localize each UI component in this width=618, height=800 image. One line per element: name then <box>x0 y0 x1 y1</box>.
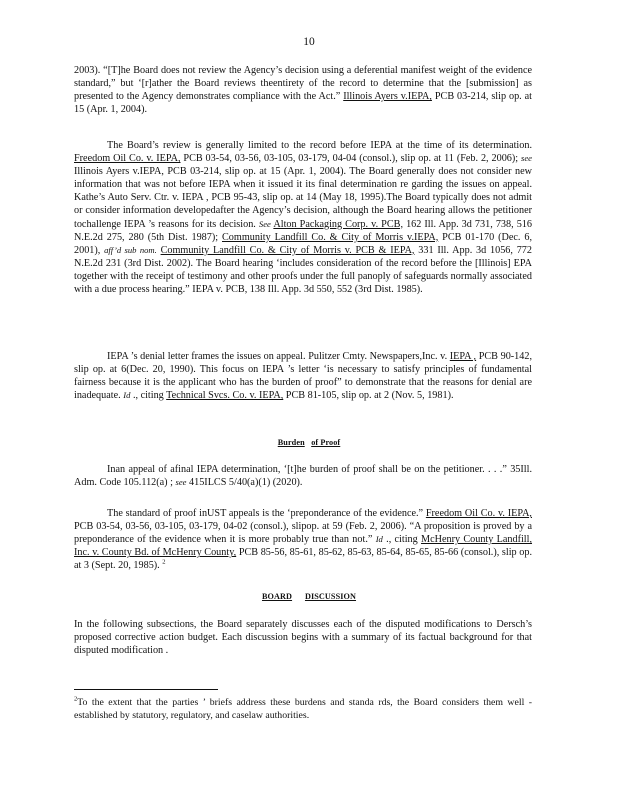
heading-word: DISCUSSION <box>304 592 357 601</box>
case-citation: McHenry County Landfill, Inc. v. County Bd. of McHenry County, <box>74 534 533 559</box>
case-citation: IEPA , <box>449 351 477 362</box>
text: PCB 03-54, 03-56, 03-105, 03-179, 04-04 (consol.), slip op. at 11 (Feb. 2, 2006); <box>180 153 522 165</box>
section-heading-board-discussion <box>0 592 618 601</box>
case-citation: Community Landfill Co. & City of Morris v.IEPA, <box>222 231 439 243</box>
heading-word: of Proof <box>311 438 341 447</box>
case-citation: Community Landfill Co. & City of Morris v. PCB & IEPA, <box>160 244 415 256</box>
text: ., citing <box>382 534 422 546</box>
case-citation: Technical Svcs. Co. v. IEPA, <box>166 390 284 402</box>
text: ., citing <box>130 390 167 402</box>
case-citation: Freedom Oil Co. v. IEPA, <box>74 153 181 165</box>
footnote-divider <box>74 689 218 690</box>
signal-see: See <box>258 218 271 229</box>
page-number: 10 <box>303 36 315 48</box>
footnote-text: To the extent that the parties ’ briefs address these burdens and standa rds, the Board considers them well -established by statutory, regulatory, and caselaw authorities. <box>74 697 532 721</box>
paragraph-burden-of-proof <box>74 463 532 489</box>
paragraph-discussion-intro <box>74 618 532 657</box>
signal-see: see <box>521 153 532 164</box>
text: PCB 03-214, slip op. at 15 (Apr. 1, 2004). <box>74 91 532 116</box>
heading-word: Burden <box>277 438 305 447</box>
section-heading-burden-of-proof <box>0 438 618 447</box>
text: 162 Ill. App. 3d 731, 738, 516 N.E.2d 275, 280 (5th Dist. 1987); <box>74 218 533 243</box>
footnote-2 <box>74 697 532 722</box>
text: PCB 85-56, 85-61, 85-62, 85-63, 85-64, 85-65, 85-66 (consol.), slip op. at 3 (Sept. 20, 1985). <box>74 547 532 572</box>
text: PCB 90-142, slip op. at 6(Dec. 20, 1990). This focus on IEPA ’s letter ‘is necessary to satisfy principles of fundamental fairness because it is the applicant who has the burden of proof” to demonstrate that the reasons for denial are inadequate. <box>74 351 533 402</box>
text: Illinois Ayers v.IEPA, PCB 03-214, slip op. at 15 (Apr. 1, 2004). The Board generally does not consider new information that was not before IEPA when it issued it its final determination re garding the issues on appeal. Kathe’s Auto Serv. Ctr. v. IEPA , PCB 95-43, slip op. at 14 (May 18, 1995).The Board typically does not admit or consider information developedafter the Agency’s decision, although the Board hearing allows the petitioner tochallenge IEPA ’s reasons for its decision. <box>74 166 532 230</box>
paragraph-denial-letter <box>74 350 532 402</box>
signal-id: Id <box>123 390 131 401</box>
text: PCB 81-105, slip op. at 2 (Nov. 5, 1981). <box>283 390 454 402</box>
heading-word: BOARD <box>261 592 293 601</box>
paragraph-standard-of-review <box>74 64 532 116</box>
text: IEPA ’s denial letter frames the issues on appeal. Pulitzer Cmty. Newspapers,Inc. v. <box>107 351 450 362</box>
paragraph-standard-of-proof <box>74 507 532 572</box>
text: Inan appeal of afinal IEPA determination, ‘[t]he burden of proof shall be on the petitioner. . . .” 35Ill. Adm. Code 105.112(a) ; <box>74 464 532 489</box>
signal-affd: aff’d sub nom. <box>104 244 157 255</box>
case-citation: Freedom Oil Co. v. IEPA, <box>425 508 532 519</box>
text: In the following subsections, the Board separately discusses each of the disputed modifications to Dersch’s proposed corrective action budget. Each discussion begins with a summary of its factual background for that disputed modification . <box>74 619 532 657</box>
text: 2003). “[T]he Board does not review the Agency’s decision using a deferential manifest weight of the evidence standard,” but ‘[r]ather the Board reviews theentirety of the record to determine that the [submission] as presented to the Agency demonstrates compliance with the Act.” <box>74 65 532 103</box>
paragraph-record-review <box>74 139 532 296</box>
footnote-reference[interactable]: 2 <box>162 558 166 566</box>
case-citation: Illinois Ayers v.IEPA, <box>343 91 432 103</box>
text: PCB 01-170 (Dec. 6, 2001), <box>74 231 532 256</box>
text: The Board’s review is generally limited to the record before IEPA at the time of its determination. <box>107 140 532 151</box>
text: The standard of proof inUST appeals is the ‘preponderance of the evidence.” <box>107 508 426 519</box>
text: 331 Ill. App. 3d 1056, 772 N.E.2d 231 (3rd Dist. 2002). The Board hearing ‘includes consideration of the record before the [Illinois] EPA together with the receipt of testimony and other proofs under the full panoply of safeguards normally associated with a due process hearing.” IEPA v. PCB, 138 Ill. App. 3d 550, 552 (3rd Dist. 1985). <box>74 244 532 296</box>
case-citation: Alton Packaging Corp. v. PCB, <box>273 218 403 230</box>
signal-see: see <box>175 477 187 488</box>
signal-id: Id <box>375 534 383 545</box>
footnote-mark: 2 <box>74 695 78 703</box>
text: PCB 03-54, 03-56, 03-105, 03-179, 04-02 (consol.), slipop. at 59 (Feb. 2, 2006). “A proposition is proved by a preponderance of the evidence when it is more probably true than not.” <box>74 521 532 546</box>
text: 415ILCS 5/40(a)(1) (2020). <box>186 477 303 489</box>
